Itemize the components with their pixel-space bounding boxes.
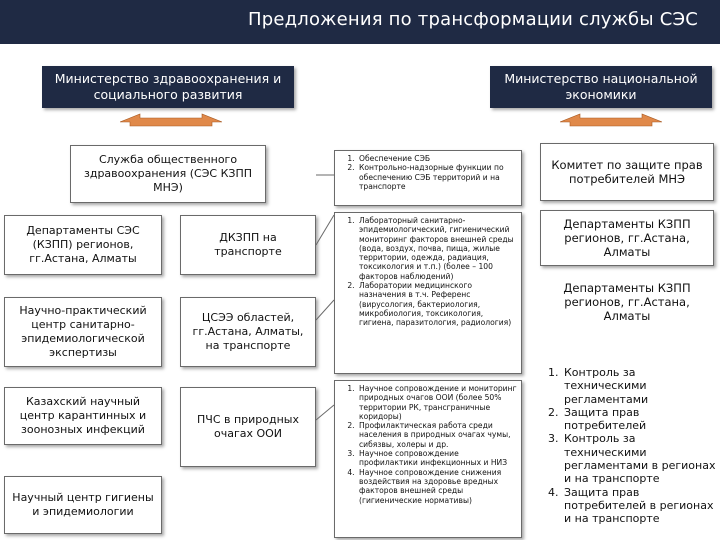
kazakh-center-box: Казахский научный центр карантинных и зоонозных инфекций [4, 387, 162, 445]
ses-departments-box: Департаменты СЭС (КЗПП) регионов, гг.Астана, Алматы [4, 215, 162, 275]
kzpp-departments-box-1: Департаменты КЗПП регионов, гг.Астана, Алматы [540, 210, 714, 266]
list-item: 1. Научное сопровождение и мониторинг природных очагов ООИ (более 50% территории РК, трансграничные коридоры) [357, 384, 517, 421]
list-item: 2. Профилактическая работа среди населения в природных очагах чумы, сибязвы, холеры и др. [357, 421, 517, 449]
list-item: 1. Контроль за техническими регламентами [562, 366, 718, 406]
functions-list-2 [334, 212, 522, 374]
page-title: Предложения по трансформации службы СЭС [247, 9, 698, 30]
hygiene-center-box: Научный центр гигиены и эпидемиологии [4, 476, 162, 534]
functions-list-1 [334, 150, 522, 206]
list-item: 1. Обеспечение СЭБ [357, 154, 517, 163]
connector-lines [316, 150, 336, 450]
consumer-protection-committee-box: Комитет по защите прав потребителей МНЭ [540, 143, 714, 201]
arrow-up-left [120, 112, 222, 132]
transport-dept-box: ДКЗПП на транспорте [180, 215, 316, 275]
final-functions-list [540, 366, 718, 526]
research-practice-center-box: Научно-практический центр санитарно-эпидемиологической экспертизы [4, 297, 162, 367]
list-item: 2. Защита прав потребителей [562, 406, 718, 433]
arrow-up-right [560, 112, 662, 132]
list-item: 2. Контрольно-надзорные функции по обеспечению СЭБ территорий и на транспорте [357, 163, 517, 191]
pchs-box: ПЧС в природных очагах ООИ [180, 387, 316, 467]
list-item: 1. Лабораторный санитарно-эпидемиологический, гигиенический мониторинг факторов внешней среды (вода, воздух, почва, пища, жилые территории, одежда, радиация, токсикология и т.п.) (более – 100 факторов наблюдений) [357, 216, 517, 281]
ministry-economy-box: Министерство национальной экономики [490, 66, 712, 108]
cses-box: ЦСЭЭ областей, гг.Астана, Алматы, на транспорте [180, 297, 316, 367]
public-health-service-box: Служба общественного здравоохранения (СЭС КЗПП МНЭ) [70, 145, 266, 203]
list-item: 2. Лаборатории медицинского назначения в т.ч. Референс (вирусология, бактериология, микробиология, токсикология, гигиена, паразитология, радиология) [357, 281, 517, 327]
list-item: 3. Контроль за техническими регламентами в регионах и на транспорте [562, 432, 718, 485]
header-bar [0, 0, 720, 44]
list-item: 4. Защита прав потребителей в регионах и на транспорте [562, 486, 718, 526]
kzpp-departments-box-2: Департаменты КЗПП регионов, гг.Астана, Алматы [540, 274, 714, 330]
list-item: 4. Научное сопровождение снижения воздействия на здоровье вредных факторов внешней среды (гигиенические нормативы) [357, 468, 517, 505]
ministry-health-box: Министерство здравоохранения и социального развития [42, 66, 294, 108]
functions-list-3 [334, 380, 522, 538]
list-item: 3. Научное сопровождение профилактики инфекционных и НИЗ [357, 449, 517, 468]
